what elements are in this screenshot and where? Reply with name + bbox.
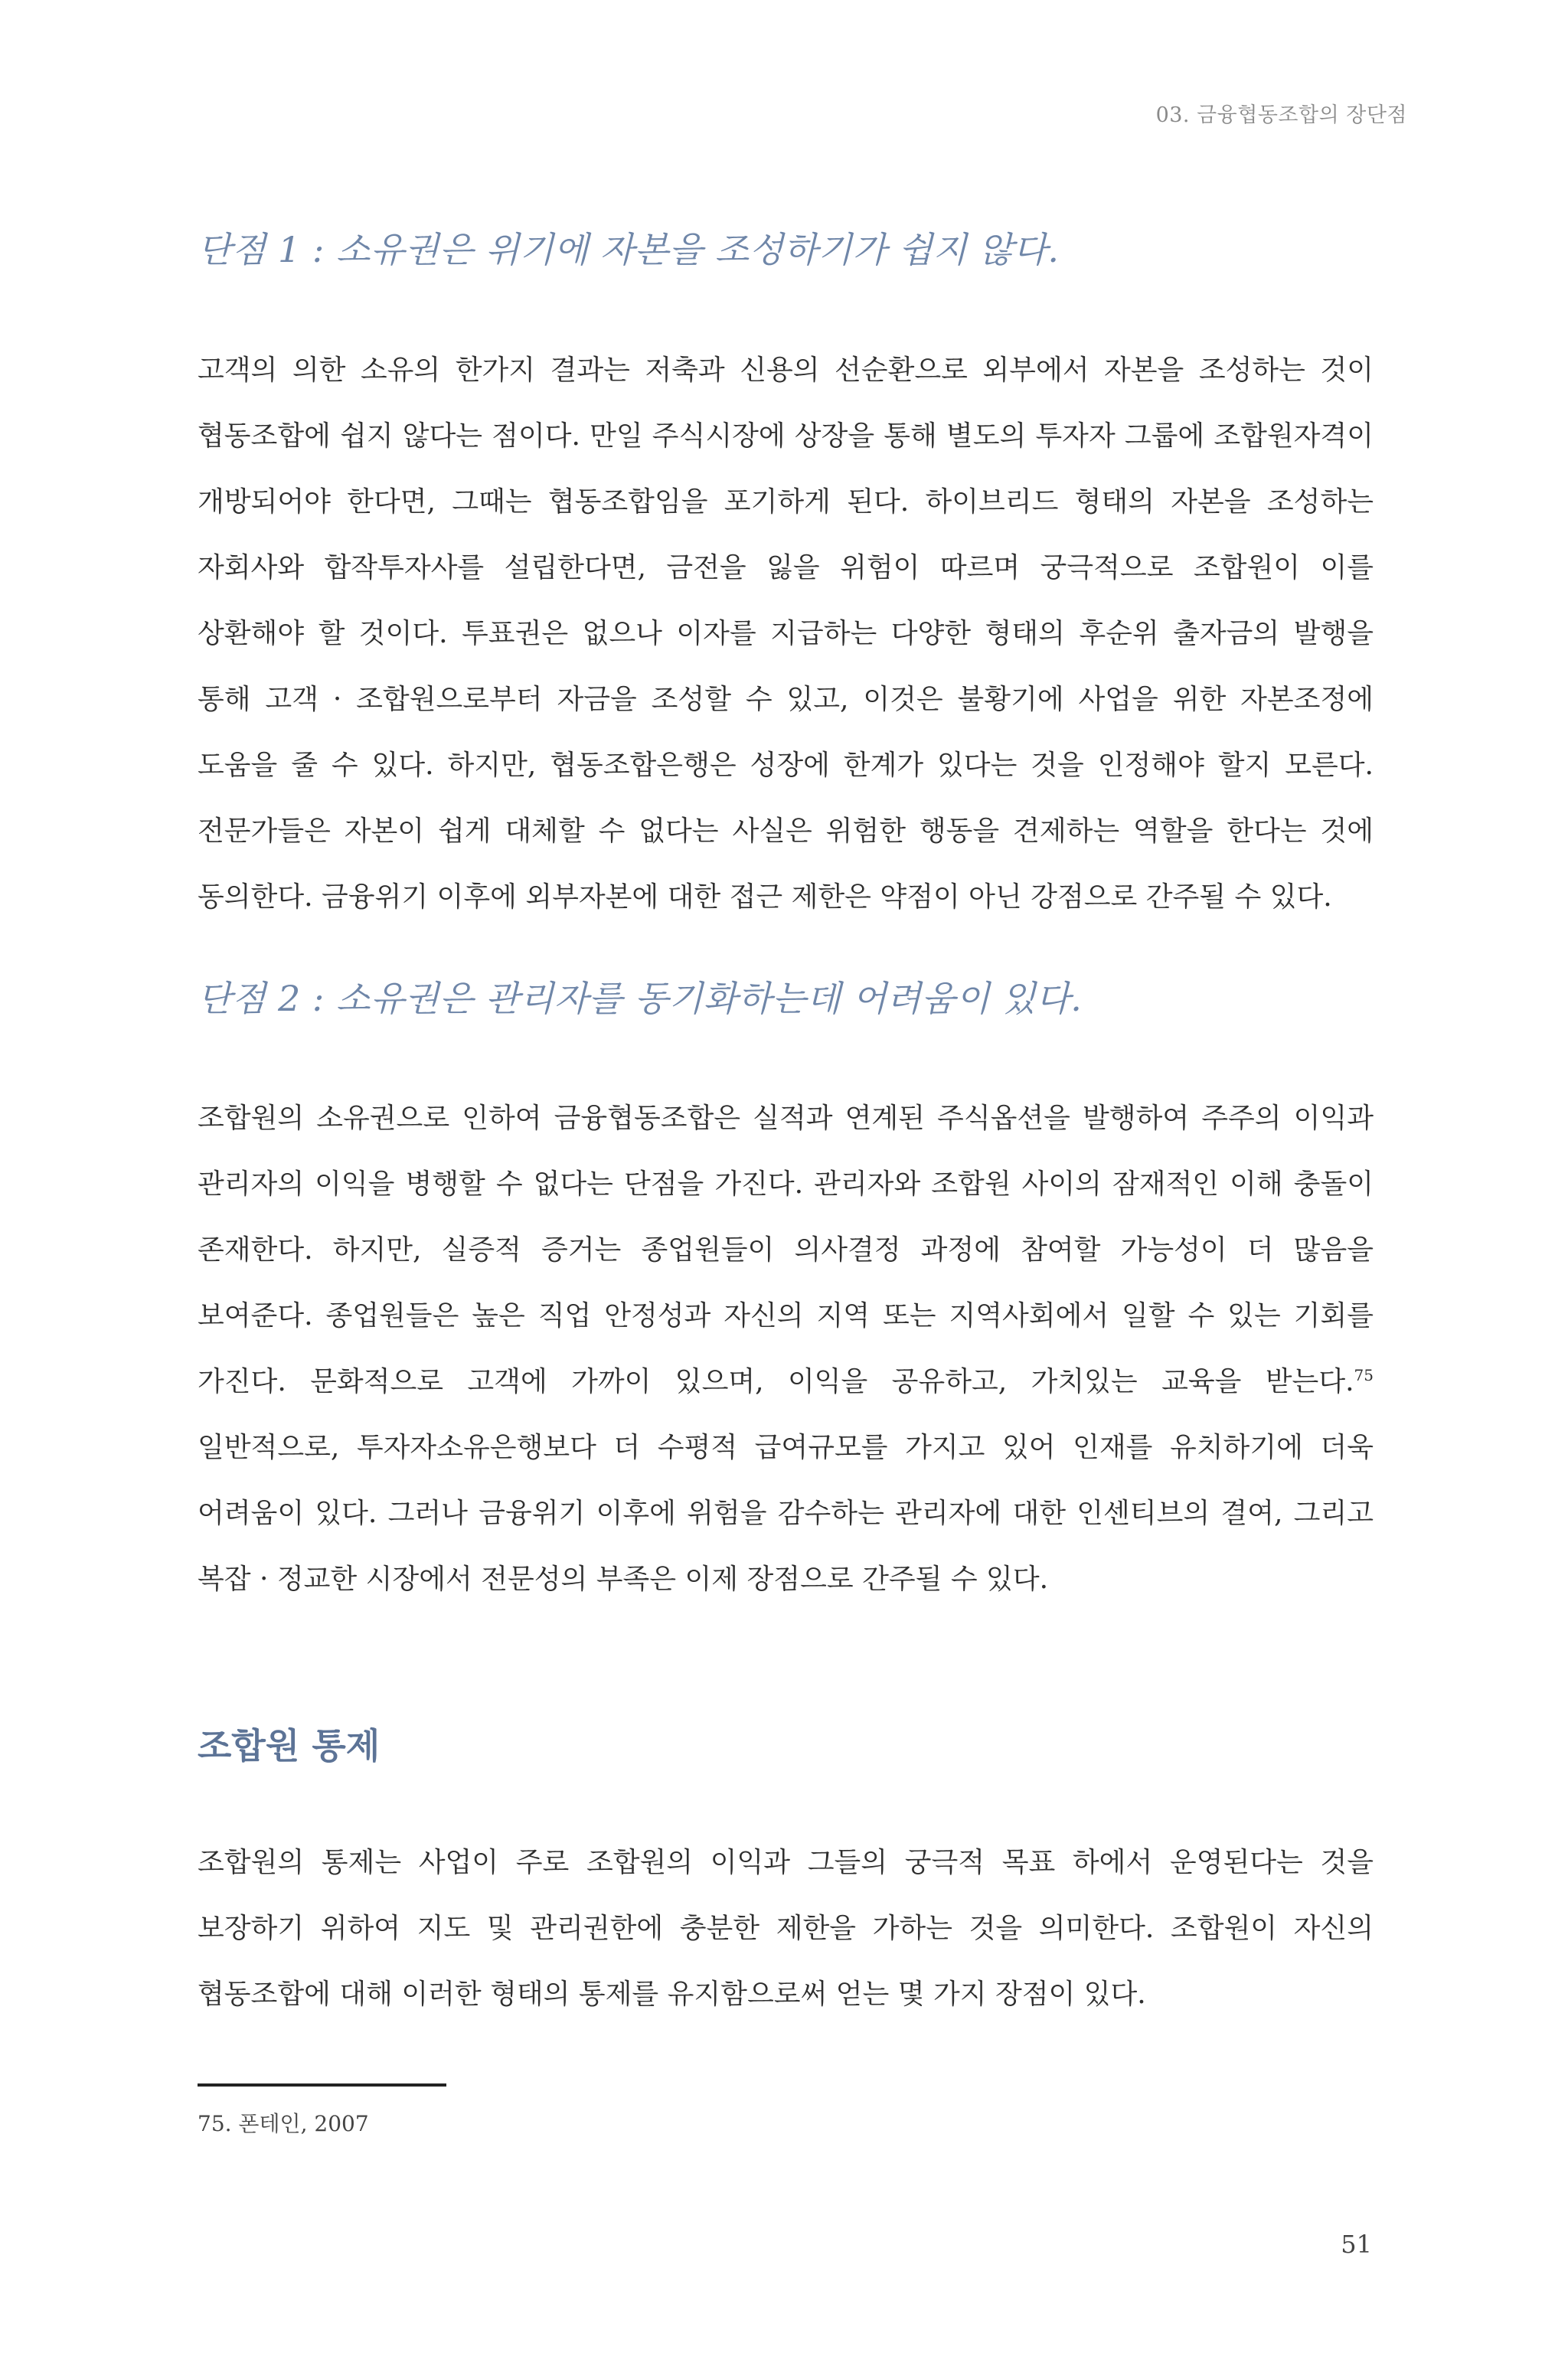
weakness-2-text-part2: 일반적으로, 투자자소유은행보다 더 수평적 급여규모를 가지고 있어 인재를 유치하기에 더욱 어려움이 있다. 그러나 금융위기 이후에 위험을 감수하는 관리자에 대한 인센티브의 결여, 그리고 복잡 · 정교한 시장에서 전문성의 부족은 이제 장점으로 간주될 수 있다. xyxy=(198,1432,1374,1595)
running-header: 03. 금융협동조합의 장단점 xyxy=(1155,103,1407,127)
member-control-paragraph: 조합원의 통제는 사업이 주로 조합원의 이익과 그들의 궁극적 목표 하에서 운영된다는 것을 보장하기 위하여 지도 및 관리권한에 충분한 제한을 가하는 것을 의미한다. 조합원이 자신의 협동조합에 대해 이러한 형태의 통제를 유지함으로써 얻는 몇 가지 장점이 있다. xyxy=(198,1847,1374,2010)
member-control-heading: 조합원 통제 xyxy=(198,1725,381,1766)
weakness-2-paragraph xyxy=(198,1086,1374,1613)
footnote-75: 75. 폰테인, 2007 xyxy=(198,2111,369,2136)
footnote-divider xyxy=(198,2083,446,2087)
weakness-1-paragraph: 고객의 의한 소유의 한가지 결과는 저축과 신용의 선순환으로 외부에서 자본을 조성하는 것이 협동조합에 쉽지 않다는 점이다. 만일 주식시장에 상장을 통해 별도의 투자자 그룹에 조합원자격이 개방되어야 한다면, 그때는 협동조합임을 포기하게 된다. 하이브리드 형태의 자본을 조성하는 자회사와 합작투자사를 설립한다면, 금전을 잃을 위험이 따르며 궁극적으로 조합원이 이를 상환해야 할 것이다. 투표권은 없으나 이자를 지급하는 다양한 형태의 후순위 출자금의 발행을 통해 고객 · 조합원으로부터 자금을 조성할 수 있고, 이것은 불황기에 사업을 위한 자본조정에 도움을 줄 수 있다. 하지만, 협동조합은행은 성장에 한계가 있다는 것을 인정해야 할지 모른다. 전문가들은 자본이 쉽게 대체할 수 없다는 사실은 위험한 행동을 견제하는 역할을 한다는 것에 동의한다. 금융위기 이후에 외부자본에 대한 접근 제한은 약점이 아닌 강점으로 간주될 수 있다. xyxy=(198,355,1374,913)
page-number: 51 xyxy=(1341,2230,1372,2259)
weakness-1-heading: 단점 1 : 소유권은 위기에 자본을 조성하기가 쉽지 않다. xyxy=(198,229,1060,270)
footnote-reference[interactable]: 75 xyxy=(1354,1366,1374,1384)
weakness-2-text-part1: 조합원의 소유권으로 인하여 금융협동조합은 실적과 연계된 주식옵션을 발행하여 주주의 이익과 관리자의 이익을 병행할 수 없다는 단점을 가진다. 관리자와 조합원 사이의 잠재적인 이해 충돌이 존재한다. 하지만, 실증적 증거는 종업원들이 의사결정 과정에 참여할 가능성이 더 많음을 보여준다. 종업원들은 높은 직업 안정성과 자신의 지역 또는 지역사회에서 일할 수 있는 기회를 가진다. 문화적으로 고객에 가까이 있으며, 이익을 공유하고, 가치있는 교육을 받는다. xyxy=(198,1103,1374,1397)
weakness-2-heading: 단점 2 : 소유권은 관리자를 동기화하는데 어려움이 있다. xyxy=(198,978,1083,1019)
